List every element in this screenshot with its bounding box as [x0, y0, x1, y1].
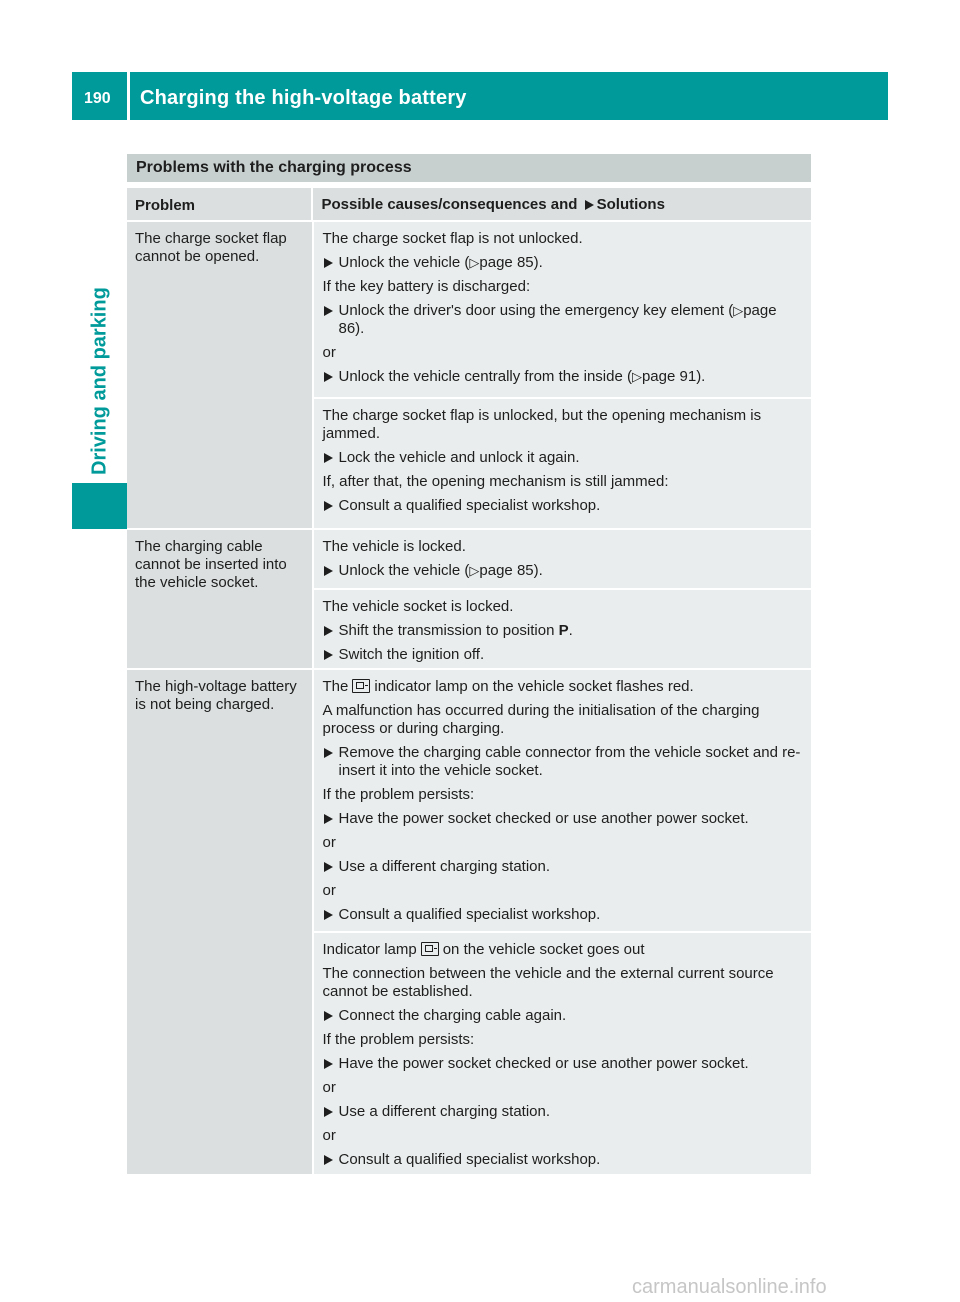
header-divider: [127, 72, 130, 120]
arrow-right-icon: [324, 258, 333, 268]
solutions-column: [314, 222, 812, 528]
problem-cell: The high-voltage battery is not being charged.: [127, 670, 312, 1174]
arrow-right-icon: [324, 1155, 333, 1165]
side-section-label: Driving and parking: [88, 287, 111, 475]
cause-cell: [314, 670, 812, 931]
problem-cell: The charging cable cannot be inserted into the vehicle socket.: [127, 530, 312, 668]
solutions-column: [314, 530, 812, 668]
cause-cell: [314, 222, 812, 397]
table-header-row: [127, 188, 811, 220]
cause-text: The vehicle socket is locked.: [322, 598, 514, 615]
battery-indicator-icon: [421, 942, 439, 956]
section-title: Problems with the charging process: [127, 154, 811, 182]
page-reference-icon: ▷: [733, 303, 744, 318]
cause-cell: [314, 397, 812, 528]
page-number: 190: [84, 90, 111, 107]
page-reference[interactable]: page 91).: [641, 368, 706, 385]
chapter-title: Charging the high-voltage battery: [140, 87, 467, 109]
cause-text: Indicator lamp on the vehicle socket goes out: [322, 941, 645, 958]
page-reference-icon: ▷: [469, 255, 480, 270]
arrow-right-icon: [324, 910, 333, 920]
solutions-column: [314, 670, 812, 1174]
page-reference-icon: ▷: [631, 369, 642, 384]
page-reference-icon: ▷: [469, 563, 480, 578]
arrow-right-icon: [324, 372, 333, 382]
cause-cell: [314, 931, 812, 1174]
problem-cell: The charge socket flap cannot be opened.: [127, 222, 312, 528]
or-text: or: [322, 344, 336, 361]
watermark: carmanualsonline.info: [632, 1276, 827, 1298]
solution-step: Unlock the driver's door using the emergency key element (▷page 86).: [323, 302, 804, 338]
solution-step: Switch the ignition off.: [323, 646, 804, 664]
page-reference[interactable]: page 86).: [338, 302, 777, 337]
arrow-right-icon: [324, 1059, 333, 1069]
condition-text: If the problem persists:: [322, 786, 475, 803]
condition-text: If the problem persists:: [322, 1031, 475, 1048]
problem-column-header: Problem: [127, 188, 311, 220]
battery-indicator-icon: [352, 679, 370, 693]
cause-cell: [314, 588, 812, 668]
arrow-right-icon: [324, 453, 333, 463]
causes-header-label: Possible causes/consequences and: [321, 196, 578, 213]
or-text: or: [322, 834, 336, 851]
solution-step: Unlock the vehicle (▷page 85).: [323, 562, 804, 580]
arrow-right-icon: [324, 1107, 333, 1117]
condition-text: If, after that, the opening mechanism is still jammed:: [322, 473, 669, 490]
or-text: or: [322, 1079, 336, 1096]
solution-step: Consult a qualified specialist workshop.: [323, 1151, 804, 1169]
condition-text: If the key battery is discharged:: [322, 278, 531, 295]
arrow-right-icon: [324, 1011, 333, 1021]
solutions-column-header: [313, 188, 811, 220]
problems-table: [127, 188, 811, 1174]
arrow-right-icon: [324, 650, 333, 660]
arrow-right-icon: [324, 501, 333, 511]
solution-step: Consult a qualified specialist workshop.: [323, 906, 804, 924]
solution-step: Use a different charging station.: [323, 1103, 804, 1121]
cause-cell: [314, 530, 812, 588]
arrow-right-icon: [324, 748, 333, 758]
arrow-right-icon: [324, 814, 333, 824]
solution-step: Have the power socket checked or use another power socket.: [323, 810, 804, 828]
cause-text: The charge socket flap is not unlocked.: [322, 230, 583, 247]
cause-text: The charge socket flap is unlocked, but the opening mechanism is jammed.: [322, 407, 762, 442]
solution-step: Unlock the vehicle centrally from the inside (▷page 91).: [323, 368, 804, 386]
solutions-header-label: Solutions: [596, 196, 665, 213]
table-row: [127, 528, 811, 668]
solution-step: Shift the transmission to position P.: [323, 622, 804, 640]
solution-step: Lock the vehicle and unlock it again.: [323, 449, 804, 467]
table-row: [127, 220, 811, 528]
cause-description: A malfunction has occurred during the initialisation of the charging process or during charging.: [322, 702, 760, 737]
arrow-right-icon: [585, 200, 594, 210]
cause-text: The vehicle is locked.: [322, 538, 466, 555]
arrow-right-icon: [324, 306, 333, 316]
cause-description: The connection between the vehicle and the external current source cannot be established.: [322, 965, 774, 1000]
solution-step: Remove the charging cable connector from the vehicle socket and re-insert it into the vehicle socket.: [323, 744, 804, 780]
page-reference[interactable]: page 85).: [479, 562, 543, 579]
solution-step: Use a different charging station.: [323, 858, 804, 876]
solution-step: Connect the charging cable again.: [323, 1007, 804, 1025]
arrow-right-icon: [324, 626, 333, 636]
table-row: [127, 668, 811, 1174]
cause-text: The indicator lamp on the vehicle socket flashes red.: [322, 678, 694, 695]
solution-step: Consult a qualified specialist workshop.: [323, 497, 804, 515]
page-header: [72, 72, 888, 120]
or-text: or: [322, 1127, 336, 1144]
side-tab-marker: [72, 483, 128, 529]
gear-position: P: [558, 622, 569, 639]
page-reference[interactable]: page 85).: [479, 254, 543, 271]
arrow-right-icon: [324, 566, 333, 576]
solution-step: Unlock the vehicle (▷page 85).: [323, 254, 804, 272]
or-text: or: [322, 882, 336, 899]
solution-step: Have the power socket checked or use another power socket.: [323, 1055, 804, 1073]
arrow-right-icon: [324, 862, 333, 872]
